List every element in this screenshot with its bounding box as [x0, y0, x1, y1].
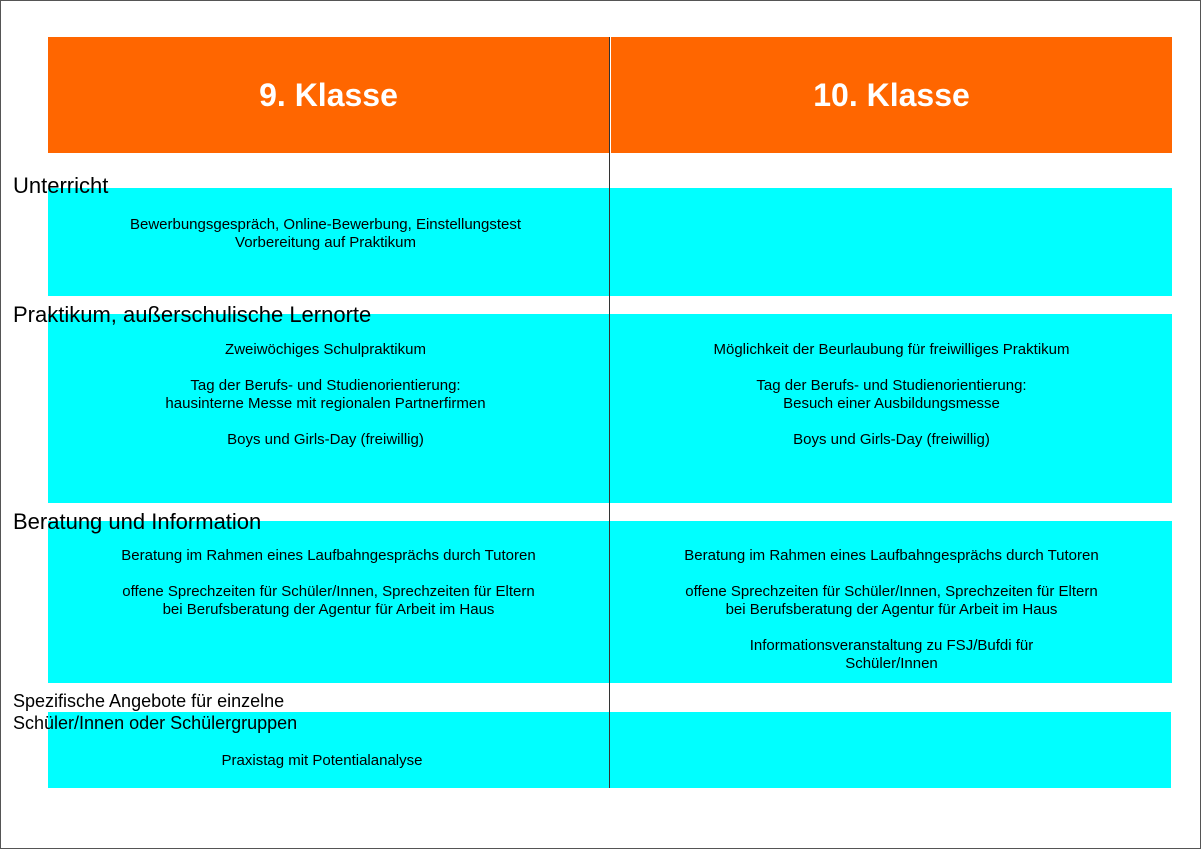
- section-title-spezifisch-line-1: Spezifische Angebote für einzelne: [13, 691, 285, 711]
- praktikum-grade-9-item-2: [48, 377, 603, 413]
- beratung-grade-10-item-3-line-1: Informationsveranstaltung zu FSJ/Bufdi für: [749, 637, 1034, 654]
- spezifisch-grade-9-item-1: Praxistag mit Potentialanalyse: [221, 752, 423, 769]
- beratung-grade-10-item-1: Beratung im Rahmen eines Laufbahngesprächs durch Tutoren: [684, 547, 1099, 564]
- beratung-grade-10-item-2: [611, 583, 1172, 619]
- praktikum-grade-10-item-1: Möglichkeit der Beurlaubung für freiwilliges Praktikum: [713, 341, 1070, 358]
- beratung-grade-9-item-2-line-2: bei Berufsberatung der Agentur für Arbeit im Haus: [162, 601, 495, 618]
- beratung-grade-9-item-1: Beratung im Rahmen eines Laufbahngesprächs durch Tutoren: [121, 547, 536, 564]
- praktikum-grade-10-item-2-line-1: Tag der Berufs- und Studienorientierung:: [756, 377, 1027, 394]
- beratung-grade-10-item-2-line-1: offene Sprechzeiten für Schüler/Innen, Sprechzeiten für Eltern: [685, 583, 1098, 600]
- section-title-praktikum: Praktikum, außerschulische Lernorte: [13, 302, 372, 327]
- spezifisch-grade-9-cell: [48, 752, 596, 770]
- header-grade-10: [611, 37, 1172, 153]
- section-title-spezifisch: [13, 690, 297, 734]
- beratung-grade-9-cell: [48, 547, 609, 619]
- section-title-beratung: Beratung und Information: [13, 509, 262, 534]
- praktikum-grade-9-item-2-line-1: Tag der Berufs- und Studienorientierung:: [190, 377, 461, 394]
- praktikum-grade-9-item-3: Boys und Girls-Day (freiwillig): [227, 431, 424, 448]
- column-divider: [609, 37, 610, 788]
- beratung-grade-9-item-2: [48, 583, 609, 619]
- unterricht-grade-9-cell: [48, 216, 603, 252]
- praktikum-grade-9-item-1: Zweiwöchiges Schulpraktikum: [225, 341, 426, 358]
- beratung-grade-10-item-3: [611, 637, 1172, 673]
- unterricht-grade-9-line-2: Vorbereitung auf Praktikum: [235, 234, 416, 251]
- praktikum-grade-10-item-3: Boys und Girls-Day (freiwillig): [793, 431, 990, 448]
- header-grade-10-label: 10. Klasse: [813, 76, 970, 113]
- praktikum-grade-9-cell: [48, 341, 603, 449]
- section-title-unterricht: Unterricht: [13, 173, 109, 198]
- beratung-grade-10-item-3-line-2: Schüler/Innen: [845, 655, 938, 672]
- praktikum-grade-10-item-2-line-2: Besuch einer Ausbildungsmesse: [783, 395, 1000, 412]
- header-grade-9: [48, 37, 609, 153]
- unterricht-grade-9-line-1: Bewerbungsgespräch, Online-Bewerbung, Einstellungstest: [129, 216, 522, 233]
- header-grade-9-label: 9. Klasse: [259, 76, 398, 113]
- praktikum-grade-10-item-2: [611, 377, 1172, 413]
- praktikum-grade-9-item-2-line-2: hausinterne Messe mit regionalen Partnerfirmen: [165, 395, 486, 412]
- beratung-grade-10-cell: [611, 547, 1172, 673]
- section-title-spezifisch-line-2: Schüler/Innen oder Schülergruppen: [13, 713, 298, 733]
- praktikum-grade-10-cell: [611, 341, 1172, 449]
- beratung-grade-9-item-2-line-1: offene Sprechzeiten für Schüler/Innen, Sprechzeiten für Eltern: [122, 583, 535, 600]
- beratung-grade-10-item-2-line-2: bei Berufsberatung der Agentur für Arbeit im Haus: [725, 601, 1058, 618]
